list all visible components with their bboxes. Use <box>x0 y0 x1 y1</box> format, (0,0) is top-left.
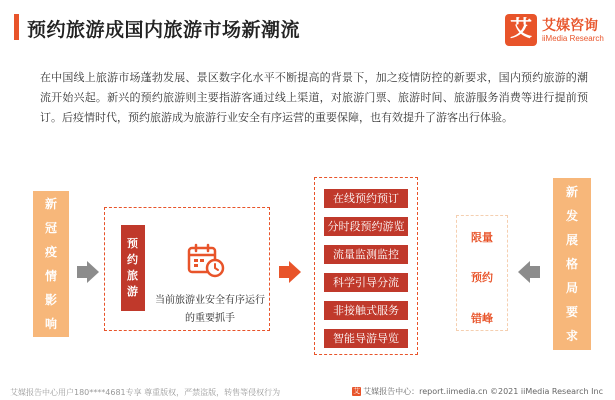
left-factor-box <box>33 191 69 337</box>
center-tag <box>121 225 145 311</box>
principle-item: 预约 <box>471 271 493 284</box>
left-factor-label: 新冠疫情影响 <box>44 197 57 331</box>
principle-item: 错峰 <box>471 312 493 325</box>
measure-item: 分时段预约游览 <box>324 217 408 236</box>
title-accent-bar <box>14 14 19 40</box>
measure-item: 智能导游导览 <box>324 329 408 348</box>
calendar-clock-icon <box>187 243 225 279</box>
footer-copyright-notice: 艾媒报告中心用户180****4681专享 尊重版权，严禁盗版，转售等侵权行为 <box>10 388 281 397</box>
logo-name-en: iiMedia Research <box>542 34 604 43</box>
right-factor-label: 新发展格局要求 <box>565 185 578 343</box>
measure-item: 科学引导分流 <box>324 273 408 292</box>
page-title: 预约旅游成国内旅游市场新潮流 <box>27 19 301 41</box>
logo-name-cn: 艾媒咨询 <box>542 18 598 34</box>
brand-logo <box>505 14 605 48</box>
footer-source <box>352 386 603 397</box>
measure-item: 流量监测监控 <box>324 245 408 264</box>
arrow-left-icon <box>518 261 540 283</box>
principle-item: 限量 <box>471 231 493 244</box>
footer-logo-icon: 艾 <box>353 387 361 395</box>
intro-paragraph: 在中国线上旅游市场蓬勃发展、景区数字化水平不断提高的背景下，加之疫情防控的新要求，国内预约旅游的潮流开始兴起。新兴的预约旅游则主要指游客通过线上渠道，对旅游门票、旅游时间、旅游服务消费等进行提前预订。后疫情时代，预约旅游成为旅游行业安全有序运营的重要保障，也有效提升了游客出行体验。 <box>40 71 588 124</box>
center-caption: 当前旅游业安全有序运行的重要抓手 <box>155 295 265 324</box>
arrow-right-icon <box>77 261 99 283</box>
center-tag-label: 预约旅游 <box>127 237 138 298</box>
right-factor-box <box>553 178 591 350</box>
logo-mark: 艾 <box>505 14 537 46</box>
footer-source-text: 艾媒报告中心：report.iimedia.cn ©2021 iiMedia Research Inc <box>363 387 603 396</box>
measure-item: 在线预约预订 <box>324 189 408 208</box>
arrow-right-icon <box>279 261 301 283</box>
measure-item: 非接触式服务 <box>324 301 408 320</box>
